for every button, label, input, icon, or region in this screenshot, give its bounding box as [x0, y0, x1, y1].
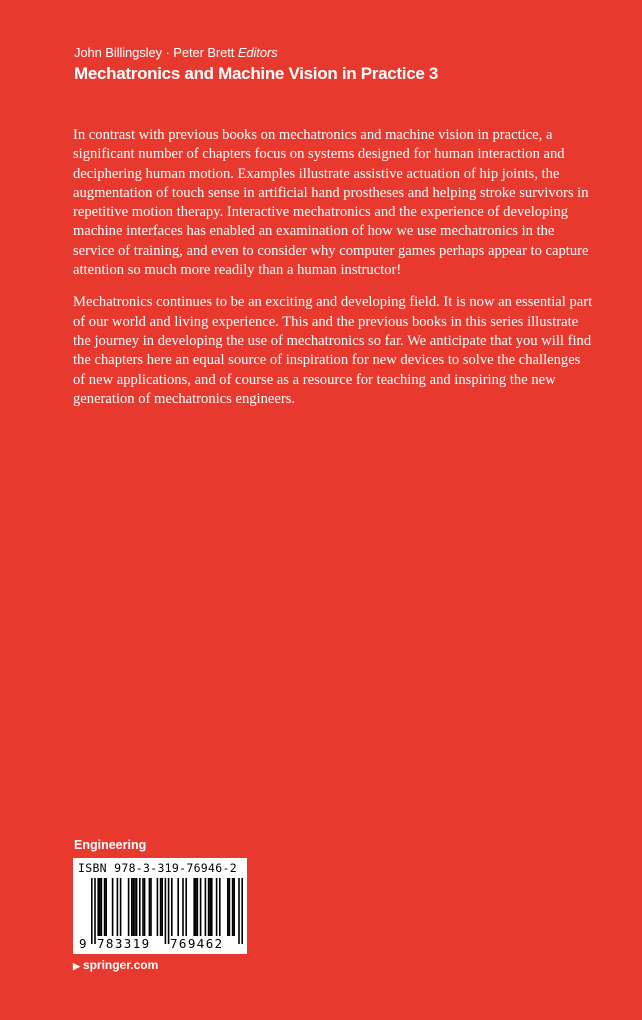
- barcode-bar: [142, 878, 144, 936]
- ean-right-group: 769462: [170, 936, 224, 951]
- barcode-bar: [177, 878, 179, 936]
- barcode-bar: [133, 878, 135, 936]
- barcode-bar: [91, 878, 93, 944]
- barcode-bar: [219, 878, 221, 936]
- subject-category: Engineering: [74, 838, 147, 852]
- barcode-bar: [227, 878, 229, 936]
- barcode-bar: [165, 878, 167, 944]
- barcode-bar: [139, 878, 141, 936]
- barcode-bar: [101, 878, 103, 936]
- barcode-bar: [117, 878, 119, 936]
- triangle-arrow-icon: ▶: [73, 961, 80, 971]
- barcode-bar: [134, 878, 136, 936]
- barcode-bar: [149, 878, 151, 936]
- barcode-bar: [128, 878, 130, 936]
- barcode-bar: [185, 878, 187, 936]
- barcode-bar: [209, 878, 211, 936]
- back-cover-blurb: [73, 126, 593, 422]
- barcode-bar: [97, 878, 99, 936]
- barcode-bar: [205, 878, 207, 936]
- barcode-bar: [105, 878, 107, 936]
- barcode-bar: [136, 878, 138, 936]
- barcode-bar: [200, 878, 202, 936]
- barcode-bar: [238, 878, 240, 944]
- barcode-bar: [195, 878, 197, 936]
- barcode-bar: [160, 878, 162, 936]
- barcode-bar: [168, 878, 170, 944]
- blurb-paragraph-1: In contrast with previous books on mechatronics and machine vision in practice, a significant number of chapters focus on systems designed for human interaction and deciphering human motion. Examples illustrate assistive actuation of hip joints, the augmentation of touch sense in artificial hand prostheses and helping stroke survivors in repetitive motion therapy. Interactive mechatronics and the experience of developing machine interfaces has enabled an examination of how we use mechatronics in the service of training, and even to consider why computer games perhaps appear to capture attention so much more readily than a human instructor!: [73, 127, 589, 279]
- barcode-bar: [229, 878, 231, 936]
- barcode-bar: [216, 878, 218, 936]
- barcode-bar: [161, 878, 163, 936]
- barcode-bar: [208, 878, 210, 936]
- ean-first-digit: 9: [79, 936, 87, 951]
- barcode-bar: [157, 878, 159, 936]
- isbn-label: ISBN 978-3-319-76946-2: [78, 861, 237, 875]
- barcode-bar: [197, 878, 199, 936]
- barcode-bar: [131, 878, 133, 936]
- isbn-barcode: [73, 858, 247, 954]
- ean-left-group: 783319: [97, 936, 151, 951]
- barcode-bar: [120, 878, 122, 936]
- author-names: John Billingsley · Peter Brett: [74, 45, 235, 60]
- barcode-bar: [144, 878, 146, 936]
- barcode-bar: [233, 878, 235, 936]
- barcode-bar: [211, 878, 213, 936]
- barcode-bar: [182, 878, 184, 936]
- barcode-bar: [112, 878, 114, 936]
- barcode-bar: [241, 878, 243, 944]
- ean-digits: [73, 936, 247, 952]
- barcode-bar: [171, 878, 173, 936]
- website-label: springer.com: [82, 958, 159, 972]
- barcode-bar: [99, 878, 101, 936]
- cover-authors: [74, 45, 278, 60]
- barcode-bar: [150, 878, 152, 936]
- barcode-bar: [104, 878, 106, 936]
- barcode-bar: [193, 878, 195, 936]
- editors-label: Editors: [237, 45, 278, 60]
- barcode-bar: [232, 878, 234, 936]
- blurb-paragraph-2: Mechatronics continues to be an exciting and developing field. It is now an essential part of our world and living experience. This and the previous books in this series illustrate the journey in developing the use of mechatronics so far. We anticipate that you will find the chapters here an equal source of inspiration for new devices to solve the challenges of new applications, and of course as a resource for teaching and inspiring the new generation of mechatronics engineers.: [73, 294, 593, 407]
- book-title: Mechatronics and Machine Vision in Practice 3: [74, 64, 439, 83]
- publisher-website[interactable]: [73, 958, 158, 972]
- barcode-bar: [94, 878, 96, 944]
